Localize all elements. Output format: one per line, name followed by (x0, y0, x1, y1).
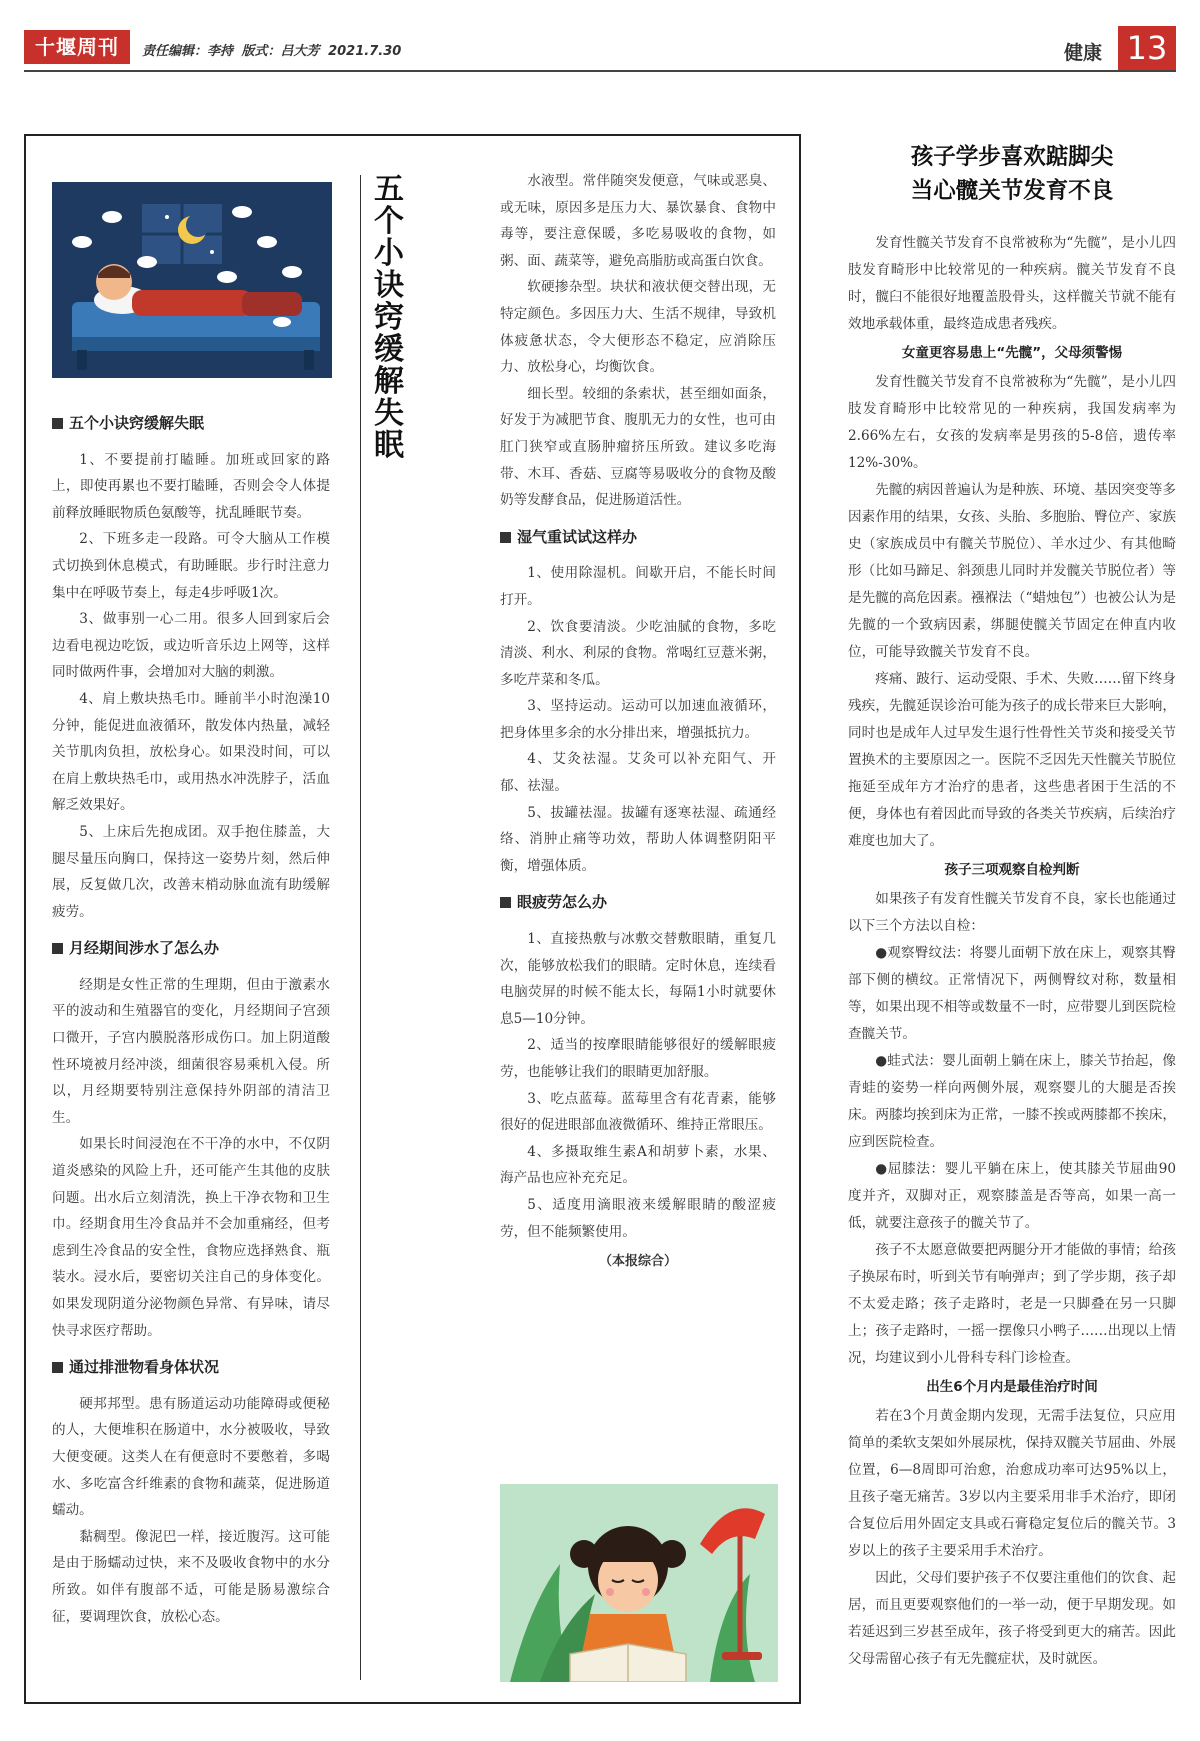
paragraph: 5、拔罐祛湿。拔罐有逐寒祛湿、疏通经络、消肿止痛等功效，帮助人体调整阴阳平衡，增强体质。 (500, 804, 776, 874)
paragraph: 3、做事别一心二用。很多人回到家后会边看电视边吃饭，或边听音乐边上网等，这样同时做两件事，会增加对大脑的刺激。 (52, 611, 330, 681)
paragraph: 硬邦邦型。患有肠道运动功能障碍或便秘的人，大便堆积在肠道中，水分被吸收，导致大便变硬。这类人在有便意时不要憋着，多喝水、多吃富含纤维素的食物和蔬菜，促进肠道蠕动。 (52, 1395, 330, 1519)
paragraph: 先髋的病因普遍认为是种族、环境、基因突变等多因素作用的结果，女孩、头胎、多胞胎、臀位产、家族史（家族成员中有髋关节脱位）、羊水过少、有其他畸形（比如马蹄足、斜颈患儿同时并发髋关节脱位者）等是先髋的高危因素。襁褓法（“蜡烛包”）也被公认为是先髋的一个致病因素，绑腿使髋关节固定在伸直内收位，可能导致髋关节发育不良。 (848, 482, 1176, 660)
right-article (848, 140, 1176, 1673)
paragraph: 3、吃点蓝莓。蓝莓里含有花青素，能够很好的促进眼部血液微循环、维持正常眼压。 (500, 1090, 776, 1134)
newspaper-logo: 十堰周刊 (24, 30, 130, 64)
paragraph: 因此，父母们要护孩子不仅要注重他们的饮食、起居，而且更要观察他们的一举一动，便于早期发现。如若延迟到三岁甚至成年，孩子将受到更大的痛苦。因此父母需留心孩子有无先髋症状，及时就医。 (848, 1570, 1176, 1667)
title-line-1: 孩子学步喜欢踮脚尖 (910, 144, 1114, 170)
paragraph: 4、肩上敷块热毛巾。睡前半小时泡澡10分钟，能促进血液循环，散发体内热量，减轻关节肌肉负担，放松身心。如果没时间，可以在肩上敷块热毛巾，或用热水冲洗脖子，活血解乏效果好。 (52, 690, 330, 814)
section-name: 健康 (1063, 42, 1102, 64)
section-heading: 月经期间涉水了怎么办 (52, 935, 330, 962)
subheading: 孩子三项观察自检判断 (944, 862, 1080, 878)
section-heading: 五个小诀窍缓解失眠 (52, 410, 330, 437)
editor-credit: 责任编辑：李持 (142, 44, 234, 59)
right-article-title (848, 140, 1176, 208)
paragraph: 若在3个月黄金期内发现，无需手法复位，只应用简单的柔软支架如外展尿枕，保持双髋关节屈曲、外展位置，6—8周即可治愈，治愈成功率可达95%以上，且孩子毫无痛苦。3岁以内主要采用非手术治疗，即闭合复位后用外固定支具或石膏稳定复位后的髋关节。3岁以上的孩子主要采用手术治疗。 (848, 1408, 1176, 1559)
left-column-2 (500, 168, 776, 1276)
paragraph: 2、适当的按摩眼睛能够很好的缓解眼疲劳，也能够让我们的眼睛更加舒服。 (500, 1037, 776, 1080)
paragraph: 3、坚持运动。运动可以加速血液循环，把身体里多余的水分排出来，增强抵抗力。 (500, 698, 776, 741)
paragraph: 经期是女性正常的生理期，但由于激素水平的波动和生殖器官的变化，月经期间子宫颈口微开，子宫内膜脱落形成伤口。加上阴道酸性环境被月经冲淡，细菌很容易乘机入侵。所以，月经期要特别注意保持外阴部的清洁卫生。 (52, 976, 330, 1126)
paragraph: 孩子不太愿意做要把两腿分开才能做的事情；给孩子换尿布时，听到关节有响弹声；到了学步期，孩子却不太爱走路；孩子走路时，老是一只脚叠在另一只脚上；孩子走路时，一摇一摆像只小鸭子……出现以上情况，均建议到小儿骨科专科门诊检查。 (848, 1242, 1176, 1366)
paragraph: 细长型。较细的条索状，甚至细如面条，好发于为减肥节食、腹肌无力的女性，也可由肛门狭窄或直肠肿瘤挤压所致。建议多吃海带、木耳、香菇、豆腐等易吸收分的食物及酸奶等发酵食品，促进肠道活性。 (500, 385, 776, 509)
left-column-1 (52, 400, 330, 1630)
paragraph: ●屈膝法：婴儿平躺在床上，使其膝关节屈曲90度并齐，双脚对正，观察膝盖是否等高，如果一高一低，就要注意孩子的髋关节了。 (848, 1161, 1176, 1231)
section-heading: 湿气重试试这样办 (500, 524, 776, 551)
masthead (24, 24, 1176, 68)
paragraph: 4、艾灸祛湿。艾灸可以补充阳气、开郁、祛湿。 (500, 751, 776, 795)
paragraph: 水液型。常伴随突发便意，气味或恶臭、或无味，原因多是压力大、暴饮暴食、食物中毒等，要注意保暖，多吃易吸收的食物，如粥、面、蔬菜等，避免高脂肪或高蛋白饮食。 (500, 173, 776, 269)
paragraph: 1、使用除湿机。间歇开启，不能长时间打开。 (500, 565, 776, 608)
page-number: 13 (1118, 26, 1176, 70)
section-heading: 眼疲劳怎么办 (500, 889, 776, 916)
masthead-rule (24, 70, 1176, 72)
paragraph: 2、饮食要清淡。少吃油腻的食物，多吃清淡、利水、利尿的食物。常喝红豆薏米粥，多吃芹菜和冬瓜。 (500, 618, 776, 688)
intro-paragraph: 发育性髋关节发育不良常被称为“先髋”，是小儿四肢发育畸形中比较常见的一种疾病。髋关节发育不良时，髋臼不能很好地覆盖股骨头，这样髋关节就不能有效地承载体重，最终造成患者残疾。 (848, 235, 1176, 332)
tired-eyes-illustration (500, 1484, 778, 1682)
left-article-title: 五个小诀窍缓解失眠 (374, 172, 404, 463)
paragraph: ●蛙式法：婴儿面朝上躺在床上，膝关节抬起，像青蛙的姿势一样向两侧外展，观察婴儿的大腿是否挨床。两膝均挨到床为正常，一膝不挨或两膝都不挨床，应到医院检查。 (848, 1053, 1176, 1150)
paragraph: 4、多摄取维生素A和胡萝卜素，水果、海产品也应补充充足。 (500, 1143, 776, 1187)
issue-date: 2021.7.30 (328, 44, 402, 59)
paragraph: ●观察臀纹法：将婴儿面朝下放在床上，观察其臀部下侧的横纹。正常情况下，两侧臀纹对称，数量相等，如果出现不相等或数量不一时，应带婴儿到医院检查髋关节。 (848, 945, 1176, 1042)
subheading: 女童更容易患上“先髋”，父母须警惕 (901, 345, 1123, 361)
paragraph: 疼痛、跛行、运动受限、手术、失败……留下终身残疾，先髋延误诊治可能为孩子的成长带来巨大影响，同时也是成年人过早发生退行性骨性关节炎和接受关节置换术的主要原因之一。医院不乏因先天性髋关节脱位拖延至成年方才治疗的患者，这些患者困于生活的不便，身体也有着因此而导致的各类关节疾病，后续治疗难度也加大了。 (848, 671, 1176, 849)
paragraph: 1、直接热敷与冰敷交替敷眼睛，重复几次，能够放松我们的眼睛。定时休息，连续看电脑荧屏的时候不能太长，每隔1小时就要休息5—10分钟。 (500, 931, 776, 1027)
paragraph: 1、不要提前打瞌睡。加班或回家的路上，即使再累也不要打瞌睡，否则会令人体提前释放睡眠物质色氨酸等，扰乱睡眠节奏。 (52, 451, 330, 521)
subheading: 出生6个月内是最佳治疗时间 (926, 1379, 1098, 1395)
source-note: （本报综合） (598, 1254, 677, 1270)
paragraph: 如果孩子有发育性髋关节发育不良，家长也能通过以下三个方法以自检： (848, 891, 1176, 934)
credits (142, 40, 405, 59)
paragraph: 5、适度用滴眼液来缓解眼睛的酸涩疲劳，但不能频繁使用。 (500, 1196, 776, 1240)
paragraph: 5、上床后先抱成团。双手抱住膝盖，大腿尽量压向胸口，保持这一姿势片刻，然后伸展，反复做几次，改善末梢动脉血流有助缓解疲劳。 (52, 823, 330, 920)
paragraph: 黏稠型。像泥巴一样，接近腹泻。这可能是由于肠蠕动过快，来不及吸收食物中的水分所致。如伴有腹部不适，可能是肠易激综合征，要调理饮食，放松心态。 (52, 1528, 330, 1625)
sleepless-illustration (52, 182, 332, 378)
paragraph: 2、下班多走一段路。可令大脑从工作模式切换到休息模式，有助睡眠。步行时注意力集中在呼吸节奏上，每走4步呼吸1次。 (52, 531, 330, 601)
title-line-2: 当心髋关节发育不良 (910, 178, 1114, 204)
title-divider (360, 175, 361, 1680)
paragraph: 如果长时间浸泡在不干净的水中，不仅阴道炎感染的风险上升，还可能产生其他的皮肤问题。出水后立刻清洗，换上干净衣物和卫生巾。经期食用生冷食品并不会加重痛经，但考虑到生冷食品的安全性，食物应选择熟食、瓶装水。浸水后，要密切关注自己的身体变化。如果发现阴道分泌物颜色异常、有异味，请尽快寻求医疗帮助。 (52, 1136, 330, 1339)
section-heading: 通过排泄物看身体状况 (52, 1354, 330, 1381)
paragraph: 软硬掺杂型。块状和液状便交替出现，无特定颜色。多因压力大、生活不规律，导致机体疲惫状态，令大便形态不稳定，应消除压力、放松身心，均衡饮食。 (500, 279, 776, 376)
paragraph: 发育性髋关节发育不良常被称为“先髋”，是小儿四肢发育畸形中比较常见的一种疾病，我国发病率为2.66%左右，女孩的发病率是男孩的5-8倍，遗传率12%-30%。 (848, 374, 1176, 471)
layout-credit: 版式：吕大芳 (241, 44, 320, 59)
